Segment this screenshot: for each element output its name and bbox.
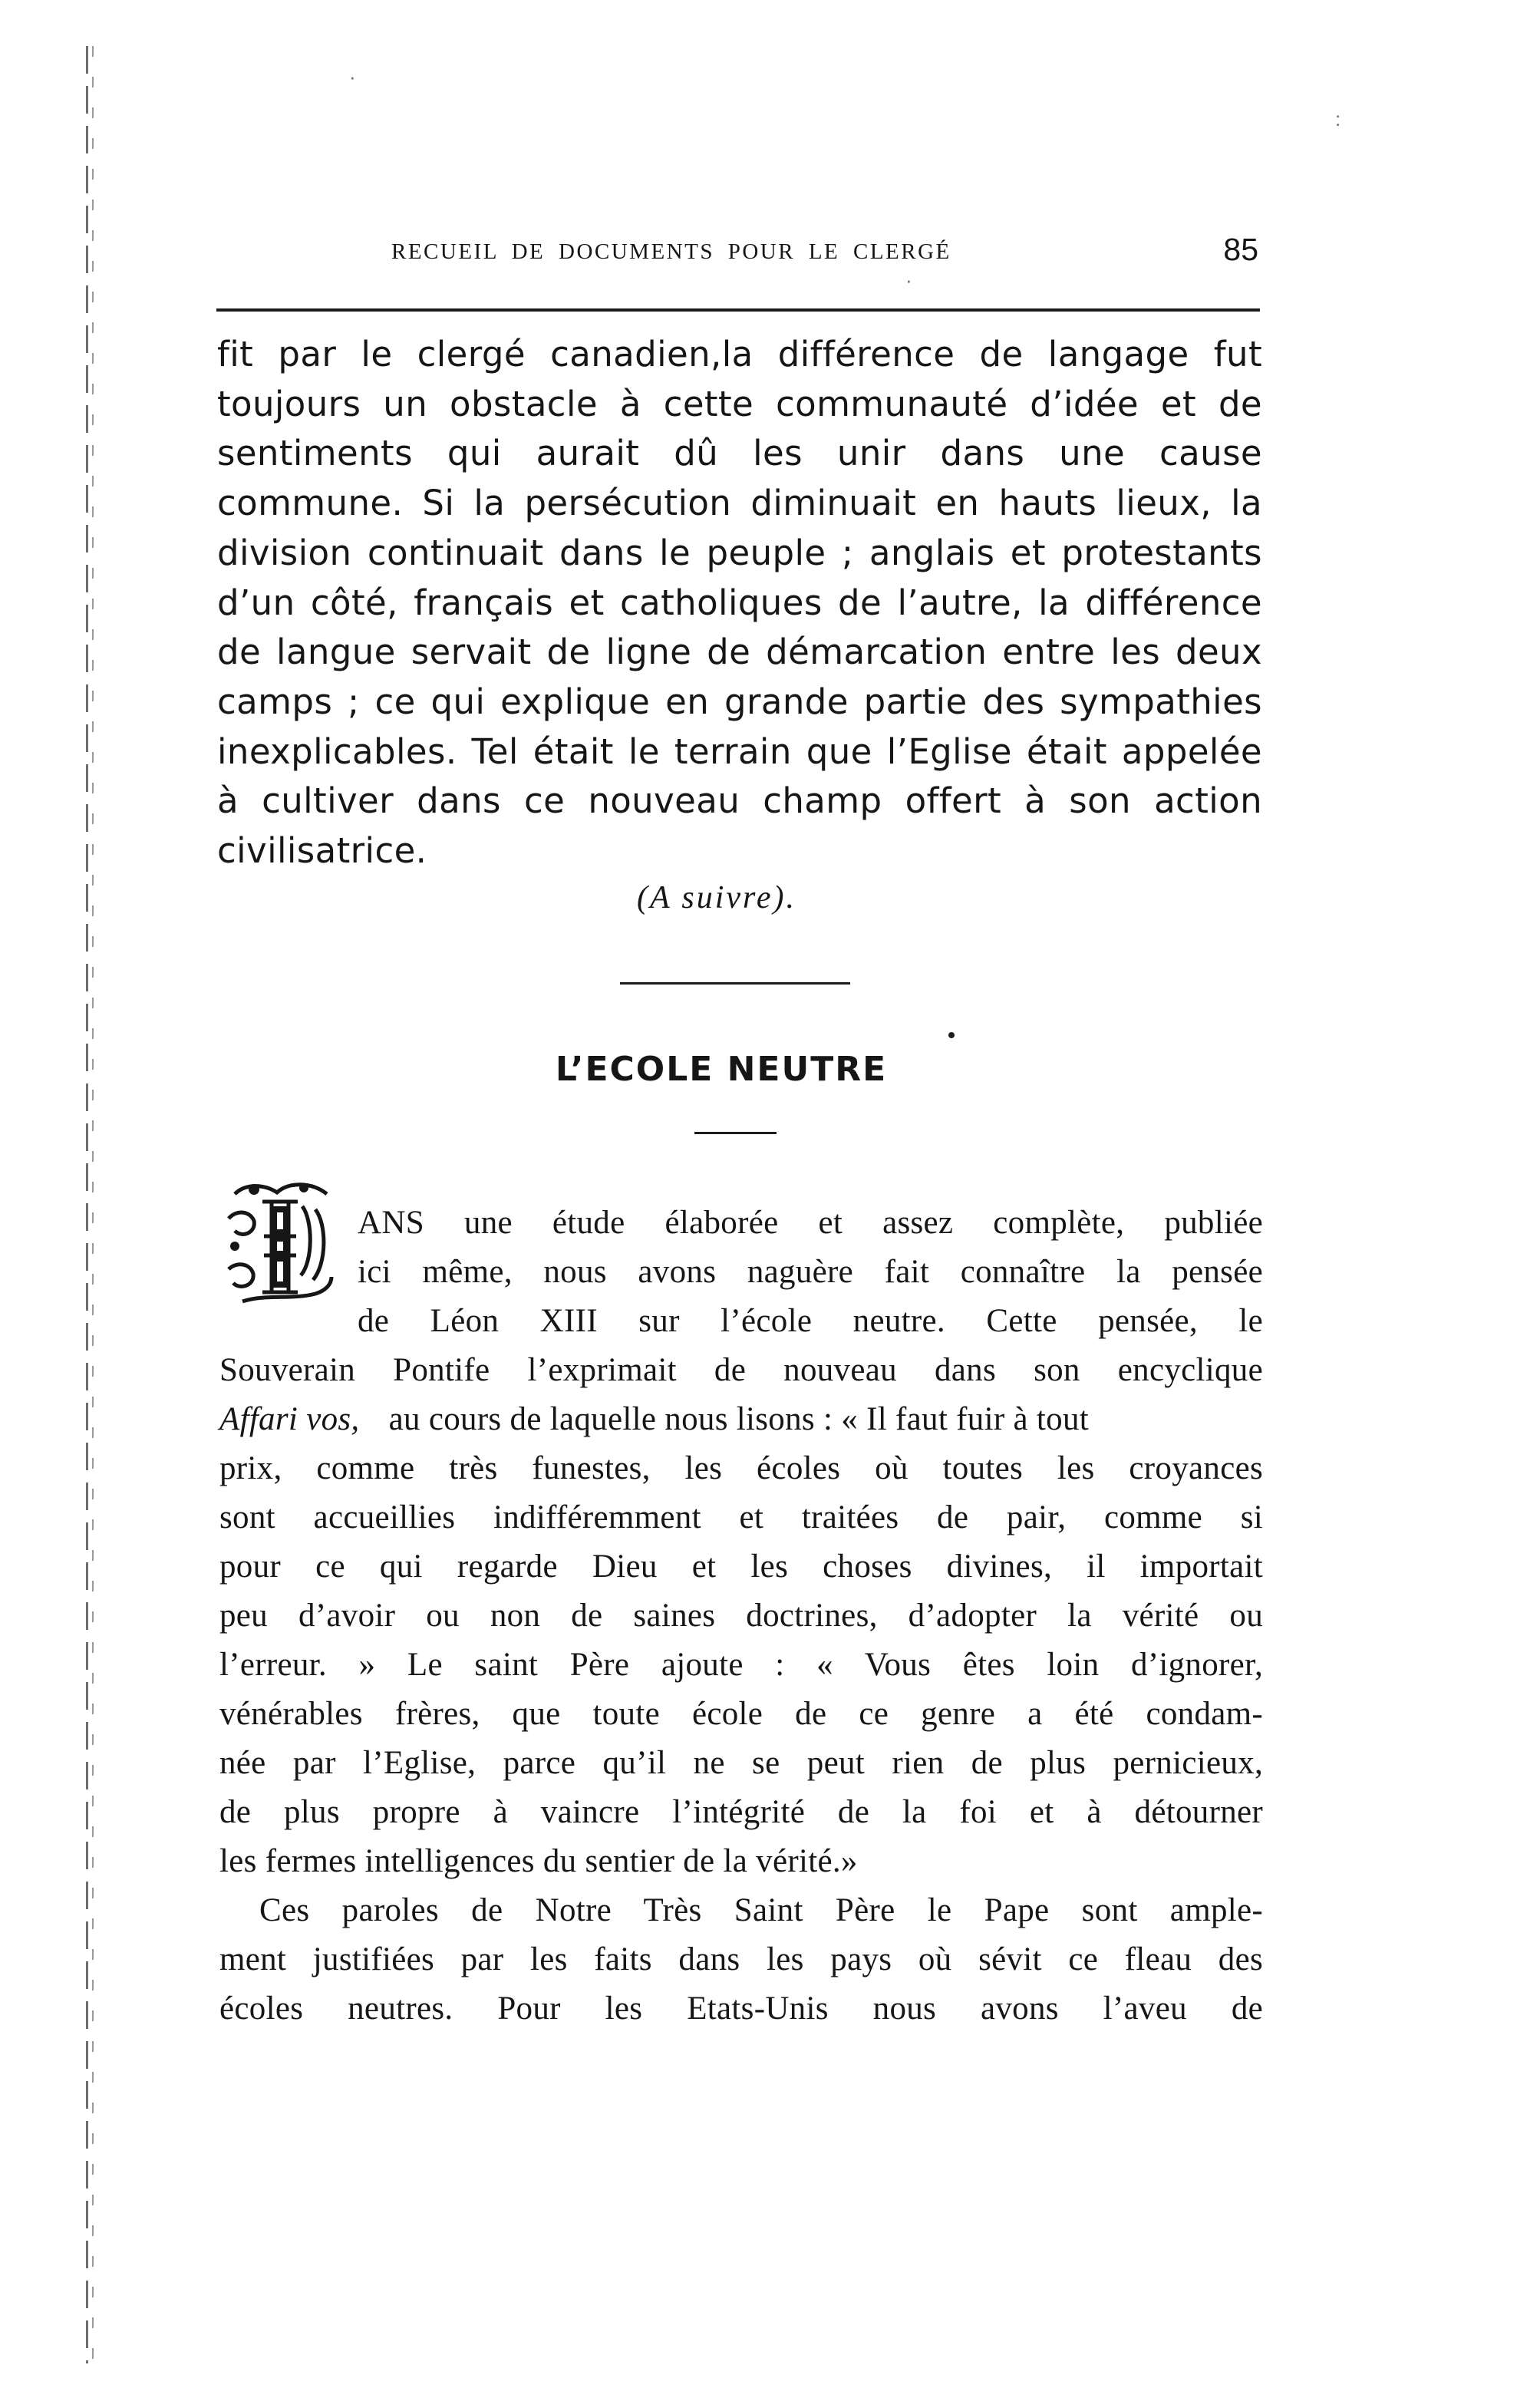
to-be-continued-note: (A suivre).: [637, 880, 796, 915]
running-head: RECUEIL DE DOCUMENTS POUR LE CLERGÉ: [391, 239, 951, 264]
page-number: 85: [1223, 232, 1258, 267]
text-line: de plus propre à vaincre l’intégrité de la foi et à détourner: [219, 1794, 1263, 1830]
text-line: pour ce qui regarde Dieu et les choses divines, il importait: [219, 1549, 1263, 1585]
text-line: Souverain Pontife l’exprimait de nouveau dans son encyclique: [219, 1352, 1263, 1388]
text-line: ANS une étude élaborée et assez complète, publiée: [358, 1205, 1263, 1241]
text-line: prix, comme très funestes, les écoles où toutes les croyances: [219, 1450, 1263, 1486]
title-underline-rule: [694, 1132, 777, 1134]
section-divider-rule: [620, 982, 850, 985]
binding-edge-marks-inner: [92, 46, 94, 2363]
text-line: peu d’avoir ou non de saines doctrines, d’adopter la vérité ou: [219, 1598, 1263, 1634]
binding-edge-marks: [86, 46, 88, 2363]
text-line: Ces paroles de Notre Très Saint Père le Pape sont ample-: [259, 1892, 1263, 1928]
text-line: de Léon XIII sur l’école neutre. Cette pensée, le: [358, 1303, 1263, 1339]
drop-cap-ornament: [219, 1179, 335, 1308]
text-line: les fermes intelligences du sentier de la vérité.»: [219, 1843, 858, 1879]
text-line: née par l’Eglise, parce qu’il ne se peut rien de plus pernicieux,: [219, 1745, 1263, 1781]
text-line: ment justifiées par les faits dans les pays où sévit ce fleau des: [219, 1941, 1263, 1977]
encyclical-title: Affari vos,: [219, 1401, 360, 1437]
continued-paragraph: fit par le clergé canadien,la différence de langage fut toujours un obstacle à cette communauté d’idée et de sentiments qui aurait dû les unir dans une cause commune. Si la persécution diminuait en hauts lieux, la division continuait dans le peuple ; anglais et protestants d’un côté, français et catholiques de l’autre, la différence de langue servait de ligne de démarcation entre les deux camps ; ce qui explique en grande partie des sympathies inexplicables. Tel était le terrain que l’Eglise était appelée à cultiver dans ce nouveau champ offert à son action civilisatrice.: [217, 334, 1262, 872]
header-rule: [216, 308, 1260, 312]
text-line: sont accueillies indifféremment et traitées de pair, comme si: [219, 1499, 1263, 1535]
text-line: l’erreur. » Le saint Père ajoute : « Vous êtes loin d’ignorer,: [219, 1647, 1263, 1683]
page-header: [391, 232, 1281, 278]
title-dot-mark: [948, 1032, 955, 1038]
text-line: écoles neutres. Pour les Etats-Unis nous avons l’aveu de: [219, 1991, 1263, 2027]
text-line: vénérables frères, que toute école de ce genre a été condam-: [219, 1696, 1263, 1732]
speck-mark: :: [1335, 107, 1341, 130]
text-line: ici même, nous avons naguère fait connaître la pensée: [358, 1254, 1263, 1290]
speck-mark: ·: [905, 269, 912, 292]
speck-mark: ·: [349, 65, 356, 88]
article-title: L’ECOLE NEUTRE: [555, 1050, 888, 1089]
text-line-with-title: [219, 1395, 1263, 1444]
text-line-continuation: au cours de laquelle nous lisons : « Il faut fuir à tout: [388, 1401, 1090, 1437]
